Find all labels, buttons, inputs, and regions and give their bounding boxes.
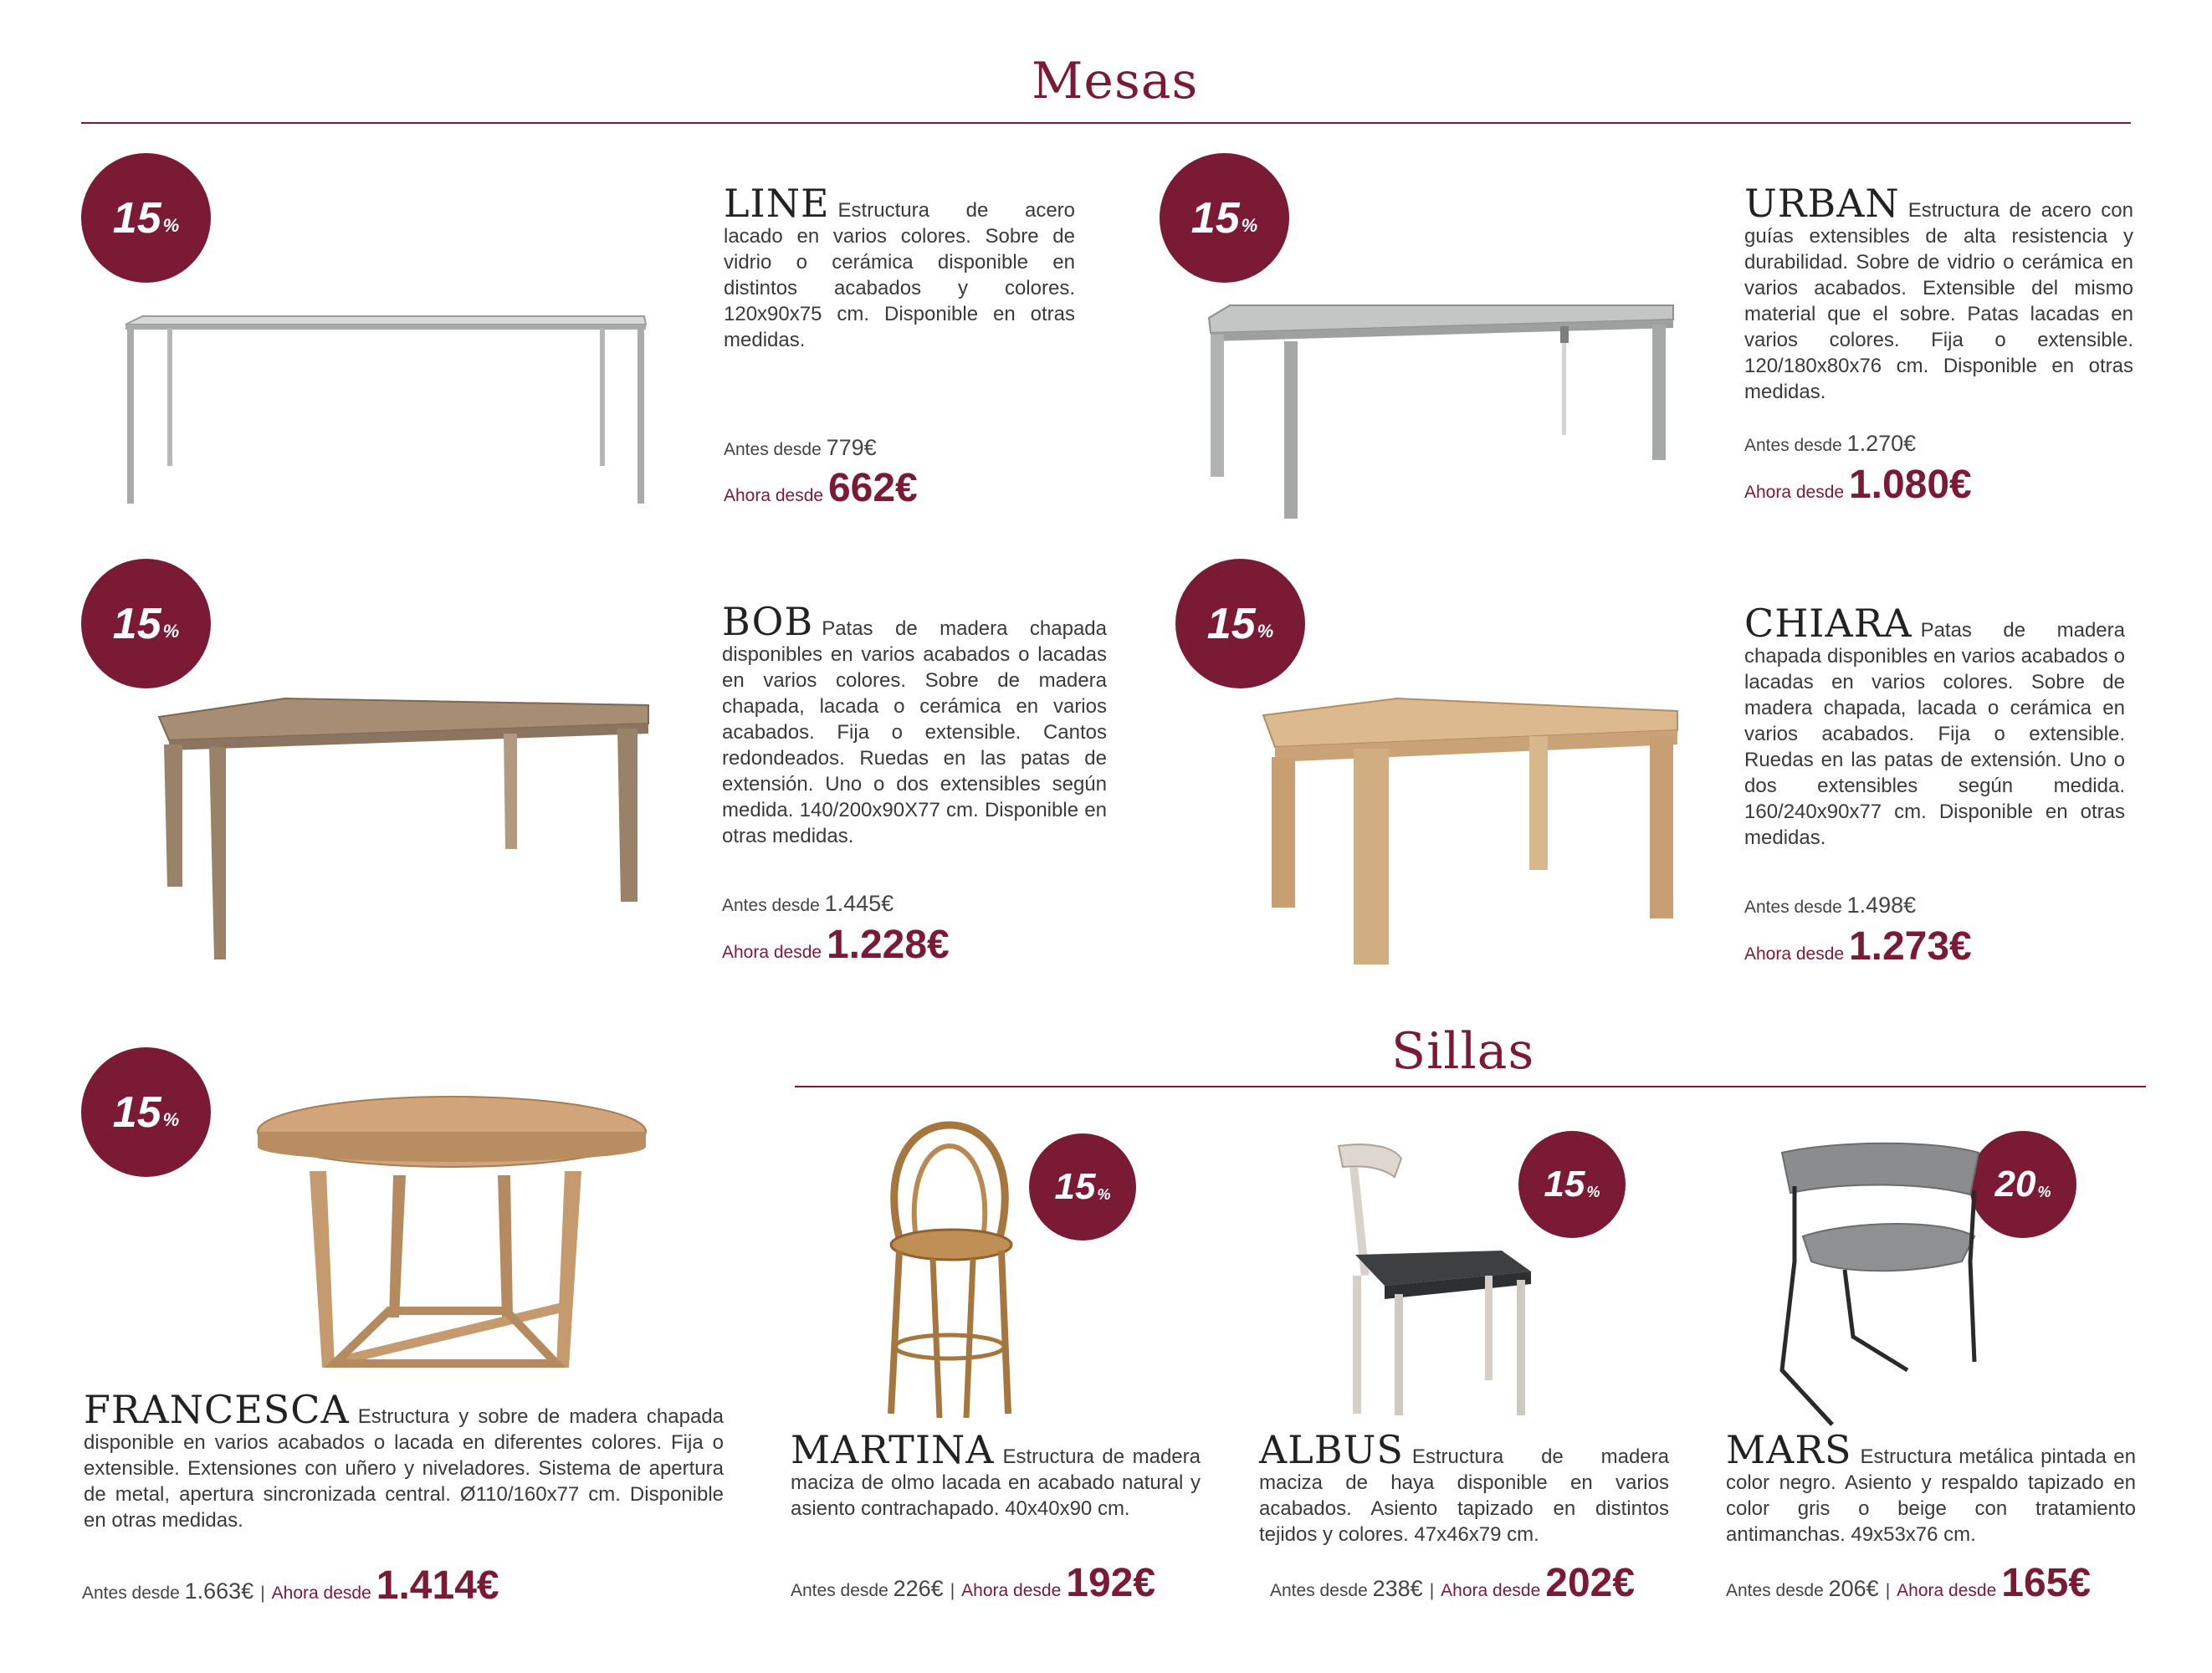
martina-chair-image — [883, 1121, 1058, 1422]
chiara-description: CHIARA Patas de madera chapada disponibles en varios acabados o lacadas en varios colores. Sobre de madera chapada, lacada o cerámica en varios acabados. Fija o extensible. Ruedas en las patas de extensión. Uno o dos extensibles según medida. 160/240x90x77 cm. Disponible en otras medidas. — [1744, 601, 2125, 849]
discount-badge-chiara: 15 % — [1175, 559, 1305, 688]
line-old-price: Antes desde 779€ — [724, 435, 877, 460]
product-name-martina: MARTINA — [791, 1427, 995, 1472]
chiara-old-price: Antes desde 1.498€ — [1744, 893, 1917, 918]
discount-badge-albus: 15 % — [1518, 1131, 1626, 1238]
product-name-francesca: FRANCESCA — [84, 1387, 350, 1432]
mars-chair-image — [1769, 1136, 1995, 1429]
martina-description: MARTINA Estructura de madera maciza de olmo lacada en acabado natural y asiento contrachapado. 40x40x90 cm. — [791, 1427, 1201, 1520]
line-new-price: Ahora desde 662€ — [724, 466, 918, 510]
section-title-chairs: Sillas — [1391, 1022, 1535, 1081]
section-title-tables: Mesas — [1032, 52, 1199, 110]
urban-old-price: Antes desde 1.270€ — [1744, 431, 1917, 456]
mars-description: MARS Estructura metálica pintada en color negro. Asiento y respaldo tapizado en color gris o beige con tratamiento antimanchas. 49x53x76 cm. — [1726, 1427, 2136, 1546]
line-description: LINE Estructura de acero lacado en varios colores. Sobre de vidrio o cerámica disponible en distintos acabados y colores. 120x90x75 cm. Disponible en otras medidas. — [724, 181, 1075, 351]
product-name-albus: ALBUS — [1259, 1427, 1404, 1472]
bob-old-price: Antes desde 1.445€ — [722, 891, 894, 916]
albus-prices: Antes desde 238€ | Ahora desde 202€ — [1270, 1561, 1636, 1605]
line-table-image — [125, 310, 653, 510]
discount-badge-mars: 20 % — [1969, 1131, 2076, 1238]
albus-description: ALBUS Estructura de madera maciza de haya disponible en varios acabados. Asiento tapizado en distintos tejidos y colores. 47x46x79 cm. — [1259, 1427, 1669, 1546]
bob-table-image — [159, 698, 653, 962]
chiara-new-price: Ahora desde 1.273€ — [1744, 924, 1972, 969]
product-name-chiara: CHIARA — [1744, 601, 1912, 646]
product-name-line: LINE — [724, 181, 830, 226]
discount-badge-line: 15 % — [81, 153, 211, 283]
urban-table-image — [1209, 301, 1677, 523]
francesca-prices: Antes desde 1.663€ | Ahora desde 1.414€ — [82, 1563, 499, 1608]
chiara-table-image — [1263, 698, 1682, 966]
mars-prices: Antes desde 206€ | Ahora desde 165€ — [1726, 1561, 2092, 1605]
albus-chair-image — [1334, 1142, 1535, 1418]
discount-badge-urban: 15 % — [1160, 153, 1289, 283]
urban-new-price: Ahora desde 1.080€ — [1744, 463, 1972, 507]
product-name-urban: URBAN — [1744, 181, 1900, 226]
product-name-mars: MARS — [1726, 1427, 1852, 1472]
bob-new-price: Ahora desde 1.228€ — [722, 923, 950, 967]
bob-description: BOB Patas de madera chapada disponibles en varios acabados o lacadas en varios colores. Sobre de madera chapada, lacada o cerámica en varios acabados. Fija o extensible. Cantos redondeados. Ruedas en las patas de extensión. Uno o dos extensibles según medida. 140/200x90X77 cm. Disponible en otras medidas. — [722, 599, 1107, 847]
discount-badge-martina: 15 % — [1029, 1133, 1136, 1241]
urban-description: URBAN Estructura de acero con guías extensibles de alta resistencia y durabilidad. Sobre de vidrio o cerámica en varios acabados. Extensible del mismo material que el sobre. Patas lacadas en varios colores. Fija o extensible. 120/180x80x76 cm. Disponible en otras medidas. — [1744, 181, 2133, 403]
section-divider-tables — [81, 122, 2131, 124]
discount-badge-francesca: 15 % — [81, 1047, 211, 1177]
product-name-bob: BOB — [722, 599, 814, 644]
francesca-table-image — [255, 1092, 657, 1380]
discount-badge-bob: 15 % — [81, 559, 211, 688]
martina-prices: Antes desde 226€ | Ahora desde 192€ — [791, 1561, 1156, 1605]
francesca-description: FRANCESCA Estructura y sobre de madera chapada disponible en varios acabados o lacada en diferentes colores. Fija o extensible. Extensiones con uñero y niveladores. Sistema de apertura de metal, apertura sincronizada central. Ø110/160x77 cm. Disponible en otras medidas. — [84, 1387, 724, 1532]
section-divider-chairs — [795, 1086, 2146, 1087]
